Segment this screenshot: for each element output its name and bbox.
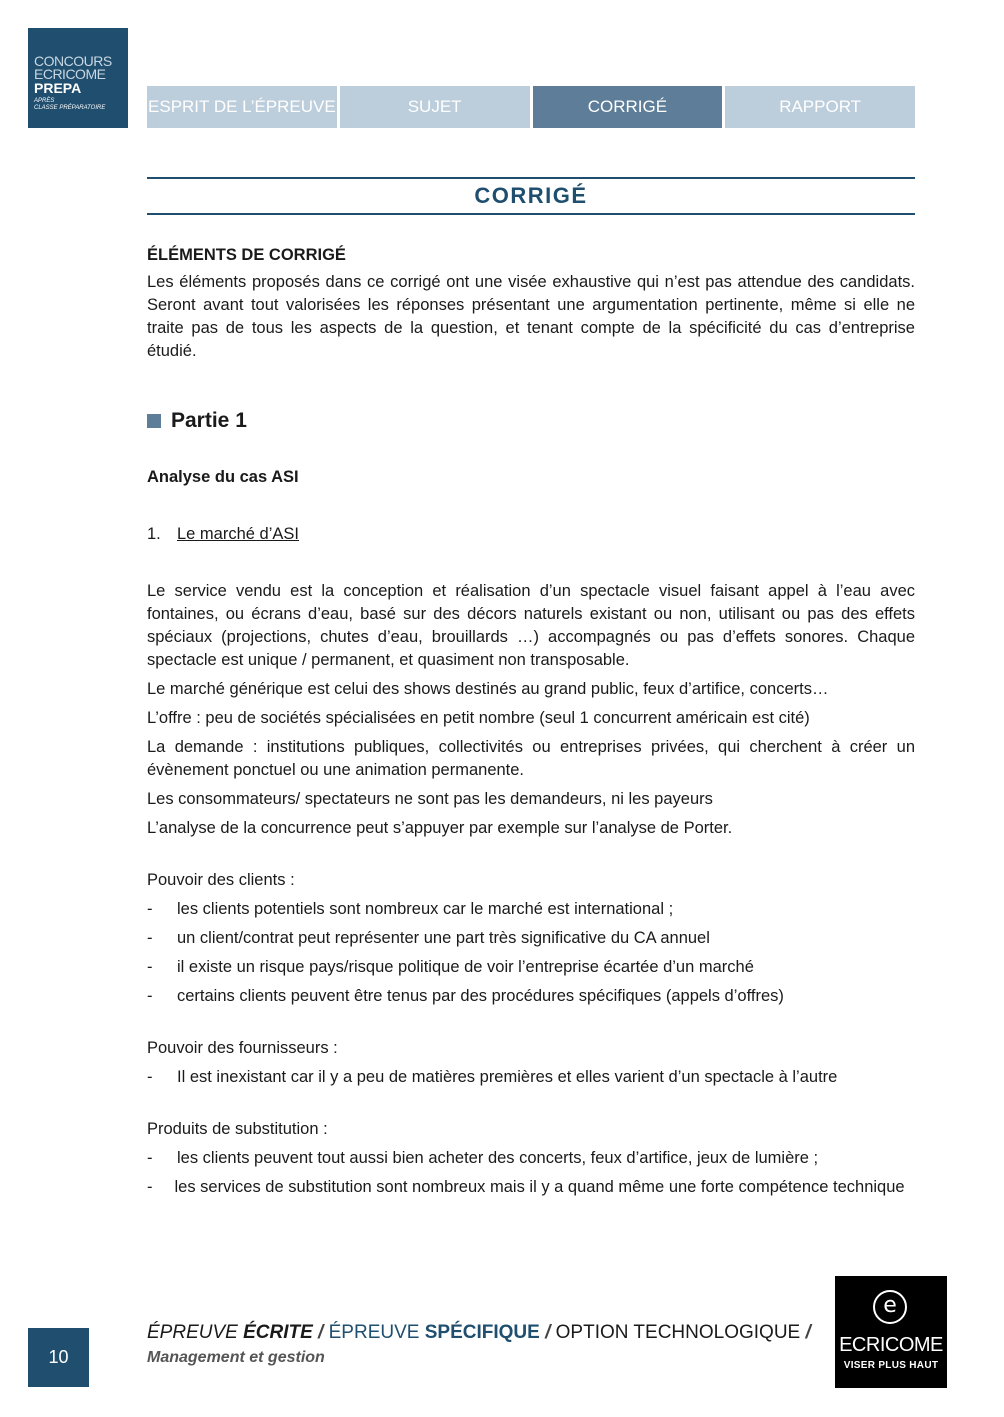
logo-line-concours: CONCOURS [34,53,112,69]
paragraph: La demande : institutions publiques, collectivités ou entreprises privées, qui cherchent à créer un évènement ponctuel ou une animation permanente. [147,738,915,779]
brand-name: ECRICOME [839,1334,943,1356]
numbered-item [147,523,915,546]
logo-line-prepa: PREPA [34,80,82,96]
clients-title: Pouvoir des clients : [147,871,295,889]
brand-tagline: VISER PLUS HAUT [843,1360,939,1371]
item-label: Le marché d’ASI [177,525,299,543]
e-emblem-icon: e [873,1290,907,1324]
tab-sujet[interactable]: SUJET [340,86,530,128]
logo-line-classe: CLASSE PRÉPARATOIRE [34,105,106,111]
tab-corrige[interactable]: CORRIGÉ [533,86,723,128]
paragraph: Le marché générique est celui des shows destinés au grand public, feux d’artifice, concerts… [147,680,829,698]
list-item [147,898,915,921]
list-item [147,1147,915,1170]
list-item [147,956,915,979]
dash-bullet: - [147,929,153,947]
footer-caption [147,1322,811,1367]
square-bullet-icon [147,414,161,428]
fournisseurs-title: Pouvoir des fournisseurs : [147,1039,338,1057]
list-item-text: les services de substitution sont nombreux mais il y a quand même une forte compétence technique [174,1178,905,1196]
paragraph: L’analyse de la concurrence peut s’appuyer par exemple sur l’analyse de Porter. [147,819,733,837]
paragraph: Le service vendu est la conception et réalisation d’un spectacle visuel faisant appel à l’eau avec fontaines, ou écrans d’eau, basé sur des décors naturels existant ou non, utilisant ou pas des effets spéciaux (projections, chutes d’eau, brouillards …) accompagnés ou pas d’effets sonores. Chaque spectacle est unique / permanent, et quasiment non transposable. [147,582,915,669]
footer-word: ÉCRITE [243,1322,313,1343]
page-title-band [147,177,915,215]
paragraph: Les consommateurs/ spectateurs ne sont pas les demandeurs, ni les payeurs [147,790,713,808]
substitution-title: Produits de substitution : [147,1120,328,1138]
section-tabs [147,86,915,128]
footer-word: SPÉCIFIQUE [424,1322,540,1343]
ecricome-brand-logo [835,1276,947,1388]
item-number: 1. [147,525,161,543]
tab-rapport[interactable]: RAPPORT [725,86,915,128]
elements-heading: ÉLÉMENTS DE CORRIGÉ [147,246,346,264]
footer-subject: Management et gestion [147,1349,325,1366]
list-item-text: les clients peuvent tout aussi bien acheter des concerts, feux d’artifice, jeux de lumière ; [177,1149,819,1167]
page-title: CORRIGÉ [474,183,588,208]
dash-bullet: - [147,1178,153,1196]
partie-label: Partie 1 [171,409,247,432]
list-item-text: Il est inexistant car il y a peu de matières premières et elles varient d’un spectacle à l’autre [177,1068,838,1086]
tab-esprit[interactable]: ESPRIT DE L’ÉPREUVE [147,86,337,128]
list-item-wrapped [147,1176,915,1199]
logo-line-ecricome: ECRICOME [34,66,106,82]
list-item-text: certains clients peuvent être tenus par des procédures spécifiques (appels d’offres) [177,987,784,1005]
footer-slash: / [312,1322,329,1343]
analyse-heading: Analyse du cas ASI [147,468,299,486]
list-item [147,1066,915,1089]
list-item [147,927,915,950]
footer-word: OPTION TECHNOLOGIQUE [555,1322,801,1343]
dash-bullet: - [147,958,153,976]
footer-word: ÉPREUVE [147,1322,244,1343]
concours-logo [28,28,128,128]
list-item [147,985,915,1008]
paragraph: L’offre : peu de sociétés spécialisées en petit nombre (seul 1 concurrent américain est cité) [147,709,810,727]
list-item-text: il existe un risque pays/risque politique de voir l’entreprise écartée d’un marché [177,958,754,976]
logo-line-apres: APRÈS [34,98,55,104]
partie-heading [147,409,915,432]
footer-epreuve-line [147,1322,811,1344]
dash-bullet: - [147,987,153,1005]
dash-bullet: - [147,900,153,918]
list-item-text: les clients potentiels sont nombreux car le marché est international ; [177,900,674,918]
elements-text: Les éléments proposés dans ce corrigé ont une visée exhaustive qui n’est pas attendue des candidats. Seront avant tout valorisées les réponses présentant une argumentation pertinente, même si elle ne traite pas de tous les aspects de la question, et tenant compte de la spécificité du cas d’entreprise étudié. [147,273,915,360]
document-body [147,244,915,1199]
footer-word: ÉPREUVE [328,1322,425,1343]
footer-slash: / [800,1322,811,1343]
list-item-text: un client/contrat peut représenter une part très significative du CA annuel [177,929,710,947]
dash-bullet: - [147,1068,153,1086]
dash-bullet: - [147,1149,153,1167]
page-number: 10 [28,1328,89,1387]
footer-slash: / [539,1322,556,1343]
